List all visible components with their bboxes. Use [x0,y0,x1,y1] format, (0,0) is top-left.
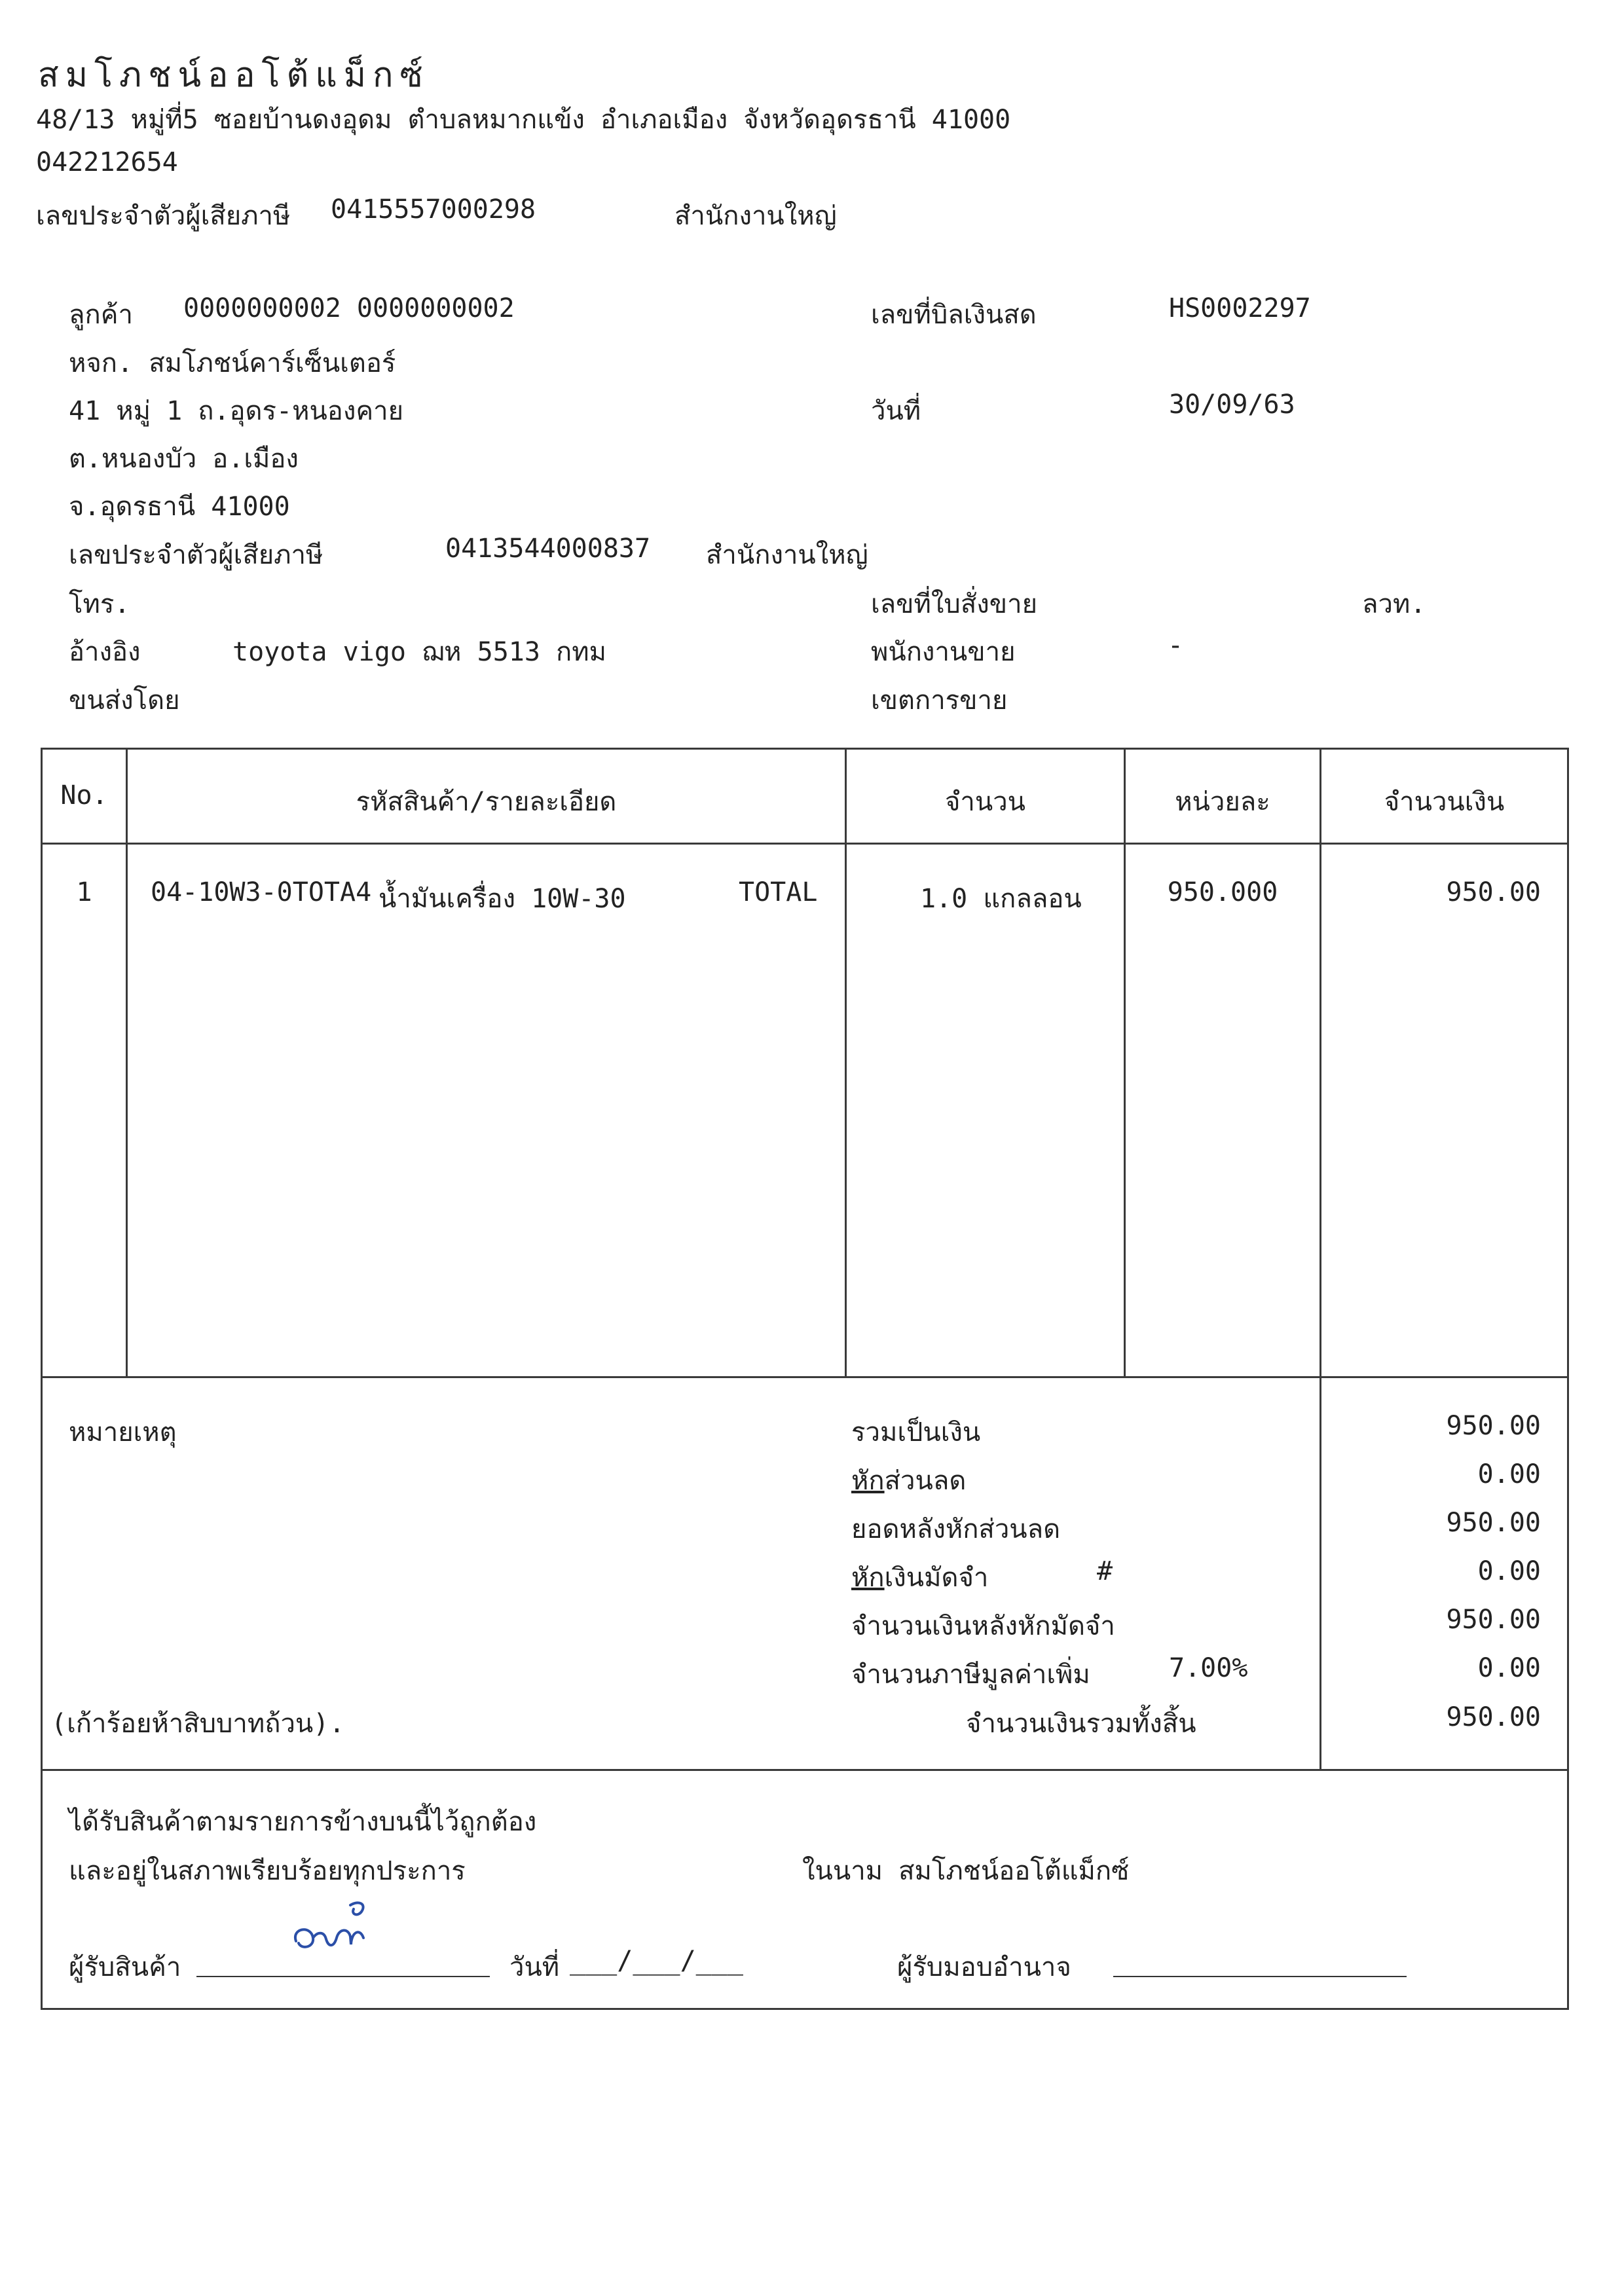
deposit-label: หักเงินมัดจำ [851,1563,989,1593]
customer-address-line: 41 หมู่ 1 ถ.อุดร-หนองคาย [69,396,404,426]
deposit-value: 0.00 [1477,1556,1541,1586]
salesperson-label: พนักงานขาย [871,637,1016,667]
after-discount-value: 950.00 [1446,1508,1541,1538]
row-no: 1 [76,877,92,907]
bill-number-label: เลขที่บิลเงินสด [871,300,1037,330]
subtotal-label: รวมเป็นเงิน [851,1417,981,1448]
acknowledgement-line-2: และอยู่ในสภาพเรียบร้อยทุกประการ [69,1856,466,1886]
vat-value: 0.00 [1477,1653,1541,1683]
row-quantity: 1.0 แกลลอน [920,884,1082,914]
after-deposit-value: 950.00 [1446,1605,1541,1635]
col-header-amount: จำนวนเงิน [1384,787,1505,817]
authorized-label: ผู้รับมอบอำนาจ [897,1952,1071,1982]
after-deposit-label: จำนวนเงินหลังหักมัดจำ [851,1611,1115,1641]
sales-order-value: ลวท. [1362,589,1426,619]
company-address: 48/13 หมู่ที่5 ซอยบ้านดงอุดม ตำบลหมากแข้ง อำเภอเมือง จังหวัดอุดรธานี 41000 [36,105,1011,135]
company-branch: สำนักงานใหญ่ [674,201,837,231]
customer-phone-label: โทร. [69,589,130,619]
subtotal-value: 950.00 [1446,1411,1541,1441]
row-unit-price: 950.000 [1167,877,1278,907]
authorized-signature-line [1113,1976,1407,1977]
company-phone: 042212654 [36,147,178,177]
col-header-no: No. [60,780,108,811]
grand-total-label: จำนวนเงินรวมทั้งสิ้น [966,1709,1196,1739]
receiver-label: ผู้รับสินค้า [69,1952,181,1982]
customer-address-line: จ.อุดรธานี 41000 [69,492,290,522]
col-header-description: รหัสสินค้า/รายละเอียด [356,787,617,817]
shipping-label: ขนส่งโดย [69,685,180,716]
vat-rate: 7.00% [1169,1653,1248,1683]
on-behalf-of: ในนาม สมโภชน์ออโต้แม็กซ์ [802,1856,1130,1886]
customer-code: 0000000002 0000000002 [183,293,515,323]
col-header-unit-price: หน่วยละ [1175,787,1270,817]
company-name: สมโภชน์ออโต้แม็กซ์ [38,56,430,95]
remark-label: หมายเหตุ [69,1417,177,1448]
customer-branch: สำนักงานใหญ่ [706,540,868,570]
deduct-prefix: หัก [851,1466,885,1496]
receive-date-label: วันที่ [509,1952,560,1982]
discount-label: หักส่วนลด [851,1466,967,1496]
row-product-code: 04-10W3-0TOTA4 [151,877,372,907]
bill-date-label: วันที่ [871,396,921,426]
amount-in-words: (เก้าร้อยห้าสิบบาทถ้วน). [51,1709,345,1739]
reference-value: toyota vigo ฌห 5513 กทม [232,637,606,667]
discount-value: 0.00 [1477,1459,1541,1489]
vat-label: จำนวนภาษีมูลค่าเพิ่ม [851,1660,1090,1690]
row-amount: 950.00 [1446,877,1541,907]
sales-area-label: เขตการขาย [871,685,1008,716]
bill-date: 30/09/63 [1169,390,1295,420]
bill-number: HS0002297 [1169,293,1311,323]
receive-date-blank: ___/___/___ [570,1946,743,1976]
deduct-prefix: หัก [851,1563,885,1593]
row-product-desc: น้ำมันเครื่อง 10W-30 [378,884,626,914]
col-header-quantity: จำนวน [944,787,1026,817]
reference-label: อ้างอิง [69,637,141,667]
acknowledgement-line-1: ได้รับสินค้าตามรายการข้างบนนี้ไว้ถูกต้อง [69,1807,537,1837]
customer-label: ลูกค้า [69,300,133,330]
row-product-brand: TOTAL [739,877,818,907]
customer-address-line: ต.หนองบัว อ.เมือง [69,444,299,474]
customer-tax-id: 0413544000837 [445,534,651,564]
company-tax-label: เลขประจำตัวผู้เสียภาษี [36,201,291,231]
deposit-ref-mark: # [1097,1556,1113,1586]
salesperson-value: - [1168,630,1184,661]
company-tax-id: 0415557000298 [331,194,536,225]
receiver-signature [288,1892,373,1977]
sales-order-label: เลขที่ใบสั่งขาย [871,589,1038,619]
customer-tax-label: เลขประจำตัวผู้เสียภาษี [69,540,323,570]
customer-name: หจก. สมโภชน์คาร์เซ็นเตอร์ [69,348,396,378]
after-discount-label: ยอดหลังหักส่วนลด [851,1514,1061,1544]
grand-total-value: 950.00 [1446,1702,1541,1732]
